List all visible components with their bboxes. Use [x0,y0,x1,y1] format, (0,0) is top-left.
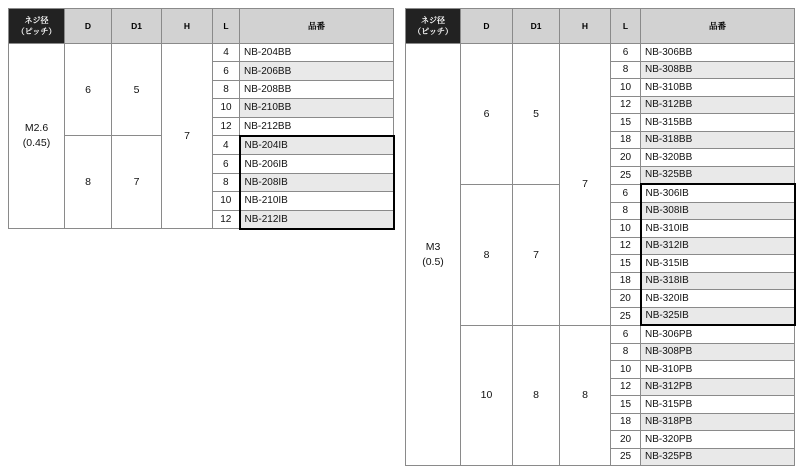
part-number-cell: NB-212BB [240,117,394,136]
screw-size: M2.6 [24,122,49,135]
d1-cell: 7 [112,136,162,229]
part-number-cell: NB-315IB [641,255,795,273]
l-cell: 18 [611,272,641,290]
part-number-cell: NB-308PB [641,343,795,361]
part-number-cell: NB-210IB [240,192,394,210]
l-cell: 20 [611,431,641,449]
l-cell: 6 [611,44,641,62]
thread-pitch: (0.5) [422,255,444,268]
table-row [406,325,795,343]
l-cell: 4 [213,136,240,155]
l-cell: 10 [213,99,240,117]
l-cell: 15 [611,396,641,414]
l-cell: 10 [611,361,641,379]
d-cell: 8 [65,136,112,229]
l-cell: 10 [611,79,641,97]
thread-pitch: (0.45) [22,137,51,150]
part-number-cell: NB-212IB [240,210,394,229]
part-number-cell: NB-325BB [641,166,795,184]
header-part-number: 品番 [240,9,394,44]
l-cell: 4 [213,44,240,62]
d-cell: 6 [461,44,513,185]
part-number-cell: NB-308BB [641,61,795,79]
l-cell: 20 [611,290,641,308]
header-pitch-label: （ピッチ） [413,27,453,36]
part-number-cell: NB-206IB [240,155,394,173]
spec-table-m3 [405,8,796,466]
part-number-cell: NB-312BB [641,96,795,114]
part-number-cell: NB-310BB [641,79,795,97]
header-d: D [461,9,513,44]
part-number-cell: NB-310IB [641,220,795,238]
l-cell: 12 [611,237,641,255]
l-cell: 6 [611,325,641,343]
l-cell: 25 [611,448,641,466]
header-screw-size [406,9,461,44]
l-cell: 8 [611,343,641,361]
part-number-cell: NB-310PB [641,361,795,379]
header-screw-label: ネジ径 [421,16,445,25]
screw-size-cell [406,44,461,466]
header-pitch-label: （ピッチ） [16,27,57,36]
screw-size: M3 [425,240,441,253]
d1-cell: 5 [112,44,162,136]
header-part-number: 品番 [641,9,795,44]
part-number-cell: NB-312IB [641,237,795,255]
screw-size-cell [9,44,65,229]
l-cell: 8 [611,61,641,79]
part-number-cell: NB-204BB [240,44,394,62]
l-cell: 8 [611,202,641,220]
part-number-cell: NB-204IB [240,136,394,155]
part-number-cell: NB-315PB [641,396,795,414]
part-number-cell: NB-306PB [641,325,795,343]
part-number-cell: NB-312PB [641,378,795,396]
header-h: H [560,9,611,44]
part-number-cell: NB-308IB [641,202,795,220]
part-number-cell: NB-320IB [641,290,795,308]
l-cell: 10 [611,220,641,238]
l-cell: 15 [611,114,641,132]
header-row [9,9,394,44]
l-cell: 18 [611,131,641,149]
part-number-cell: NB-206BB [240,62,394,80]
part-number-cell: NB-318PB [641,413,795,431]
header-l: L [213,9,240,44]
h-cell: 8 [560,325,611,466]
part-number-cell: NB-306BB [641,44,795,62]
d1-cell: 8 [513,325,560,466]
header-row [406,9,795,44]
part-number-cell: NB-208IB [240,173,394,191]
l-cell: 12 [611,96,641,114]
part-number-cell: NB-315BB [641,114,795,132]
l-cell: 6 [213,62,240,80]
part-number-cell: NB-320PB [641,431,795,449]
l-cell: 12 [213,117,240,136]
l-cell: 8 [213,80,240,98]
header-h: H [162,9,213,44]
l-cell: 12 [611,378,641,396]
part-number-cell: NB-325IB [641,307,795,325]
table-row [406,44,795,62]
part-number-cell: NB-306IB [641,184,795,202]
d-cell: 8 [461,184,513,325]
d-cell: 6 [65,44,112,136]
part-number-cell: NB-210BB [240,99,394,117]
part-number-cell: NB-318BB [641,131,795,149]
l-cell: 10 [213,192,240,210]
header-screw-size [9,9,65,44]
d1-cell: 5 [513,44,560,185]
part-number-cell: NB-320BB [641,149,795,167]
table-row [9,44,394,62]
header-d1: D1 [112,9,162,44]
h-cell: 7 [162,44,213,229]
d1-cell: 7 [513,184,560,325]
l-cell: 12 [213,210,240,229]
l-cell: 6 [611,184,641,202]
l-cell: 20 [611,149,641,167]
l-cell: 6 [213,155,240,173]
header-d1: D1 [513,9,560,44]
header-screw-label: ネジ径 [24,16,49,25]
part-number-cell: NB-208BB [240,80,394,98]
l-cell: 18 [611,413,641,431]
h-cell: 7 [560,44,611,326]
part-number-cell: NB-318IB [641,272,795,290]
header-l: L [611,9,641,44]
l-cell: 15 [611,255,641,273]
d-cell: 10 [461,325,513,466]
l-cell: 25 [611,307,641,325]
spec-table-m2-6 [8,8,395,230]
part-number-cell: NB-325PB [641,448,795,466]
l-cell: 25 [611,166,641,184]
l-cell: 8 [213,173,240,191]
header-d: D [65,9,112,44]
